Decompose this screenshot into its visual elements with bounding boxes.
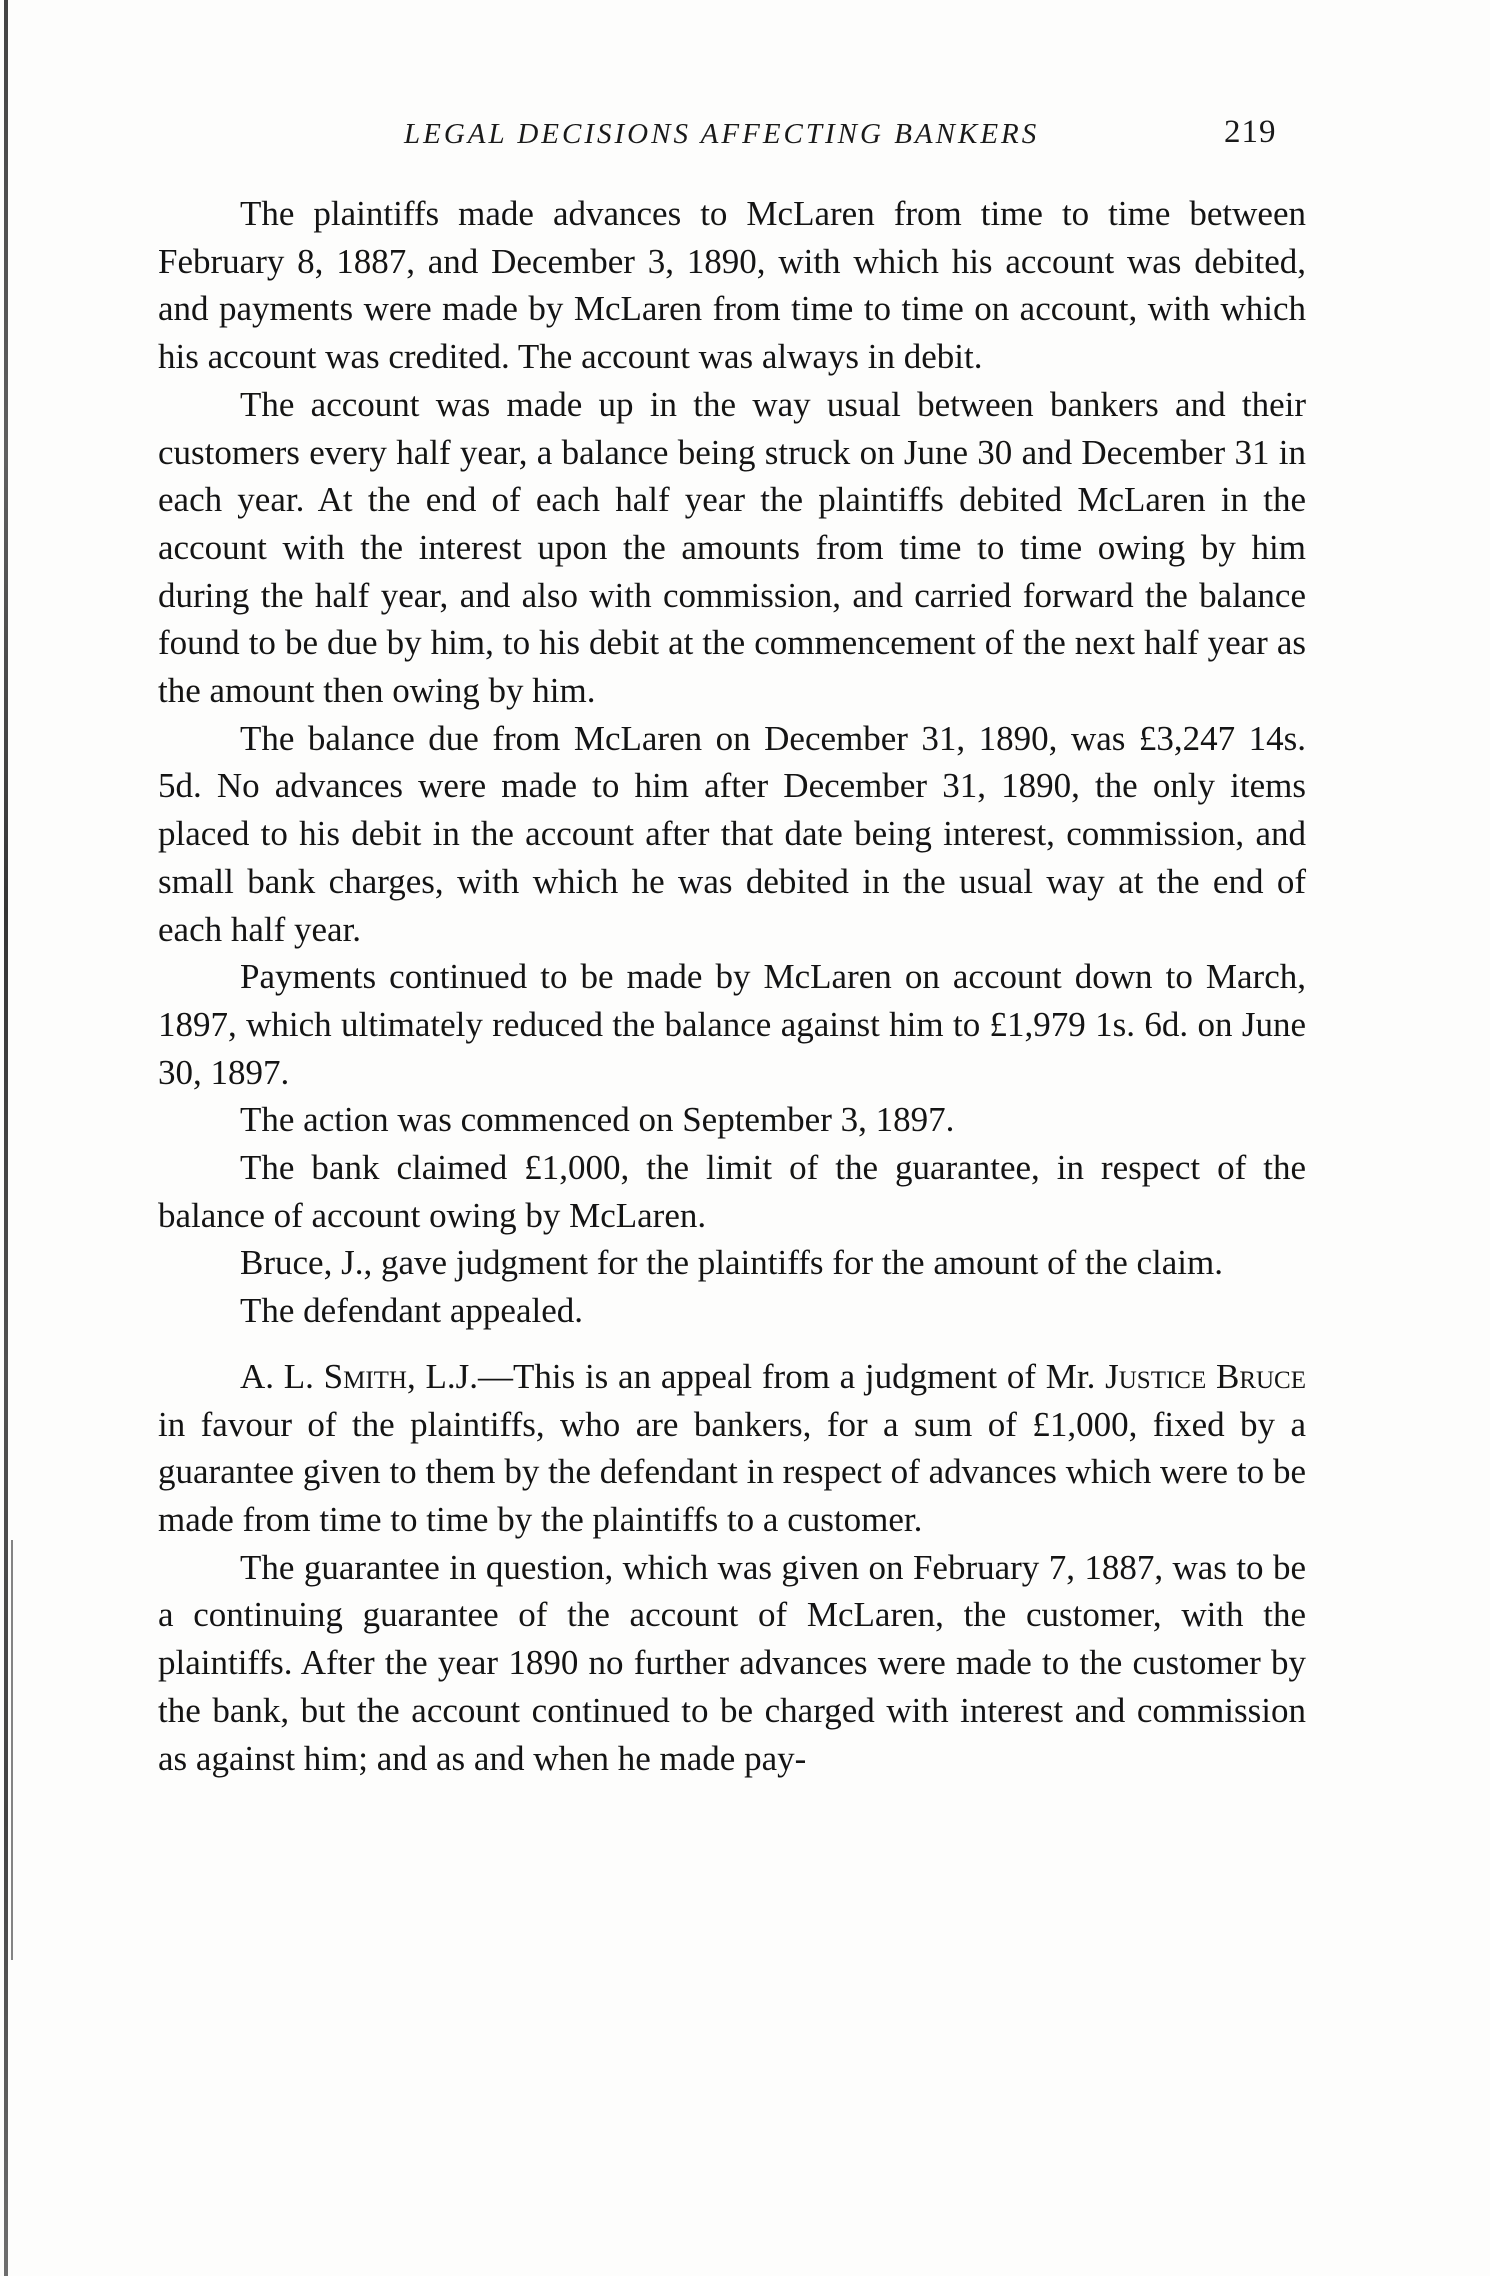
body-text [158, 190, 1306, 1782]
paragraph-account-method: The account was made up in the way usual between bankers and their customers every half year, a balance being struck on June 30 and December 31 in each year. At the end of each half year the plaintiffs debited McLaren in the account with the interest upon the amounts from time to time owing by him during the half year, and also with commission, and carried forward the balance found to be due by him, to his debit at the commencement of the next half year as the amount then owing by him. [158, 384, 1306, 711]
paragraph-balance-1890: The balance due from McLaren on December 31, 1890, was £3,247 14s. 5d. No advances were made to him after December 31, 1890, the only items placed to his debit in the account after that date being interest, commission, and small bank charges, with which he was debited in the usual way at the end of each half year. [158, 718, 1306, 949]
page-binding-shadow [11, 1540, 13, 1960]
paragraph-guarantee: The guarantee in question, which was given on February 7, 1887, was to be a continuing guarantee of the account of McLaren, the customer, with the plaintiffs. After the year 1890 no further advances were made to the customer by the bank, but the account continued to be charged with interest and commission as against him; and as and when he made pay- [158, 1547, 1306, 1778]
paragraph-action-commenced: The action was commenced on September 3, 1897. [240, 1100, 955, 1140]
judgment-rest-text: in favour of the plaintiffs, who are bankers, for a sum of £1,000, fixed by a guarantee given to them by the defendant in respect of advances which were to be made from time to time by the plaintiffs to a customer. [158, 1404, 1306, 1539]
judgment-opening-text: —This is an appeal from a judgment of Mr. [477, 1356, 1106, 1396]
paragraph-advances: The plaintiffs made advances to McLaren from time to time between February 8, 1887, and December 3, 1890, with which his account was debited, and payments were made by McLaren from time to time on account, with which his account was credited. The account was always in debit. [158, 194, 1306, 377]
paragraph-bank-claim: The bank claimed £1,000, the limit of the guarantee, in respect of the balance of account owing by McLaren. [158, 1148, 1306, 1235]
page-binding-edge [4, 0, 8, 2276]
page-header [158, 114, 1338, 174]
justice-name: Justice Bruce [1105, 1356, 1307, 1396]
judge-name: A. L. Smith, L.J. [240, 1356, 478, 1396]
paragraph-judgment-below: Bruce, J., gave judgment for the plaintiffs for the amount of the claim. [240, 1243, 1223, 1283]
running-head: LEGAL DECISIONS AFFECTING BANKERS [404, 118, 1040, 150]
page-number: 219 [1224, 114, 1277, 150]
paragraph-payments: Payments continued to be made by McLaren on account down to March, 1897, which ultimately reduced the balance against him to £1,979 1s. 6d. on June 30, 1897. [158, 957, 1306, 1092]
paragraph-appeal: The defendant appealed. [240, 1291, 584, 1331]
paragraph-judgment-opening [158, 1353, 1306, 1544]
